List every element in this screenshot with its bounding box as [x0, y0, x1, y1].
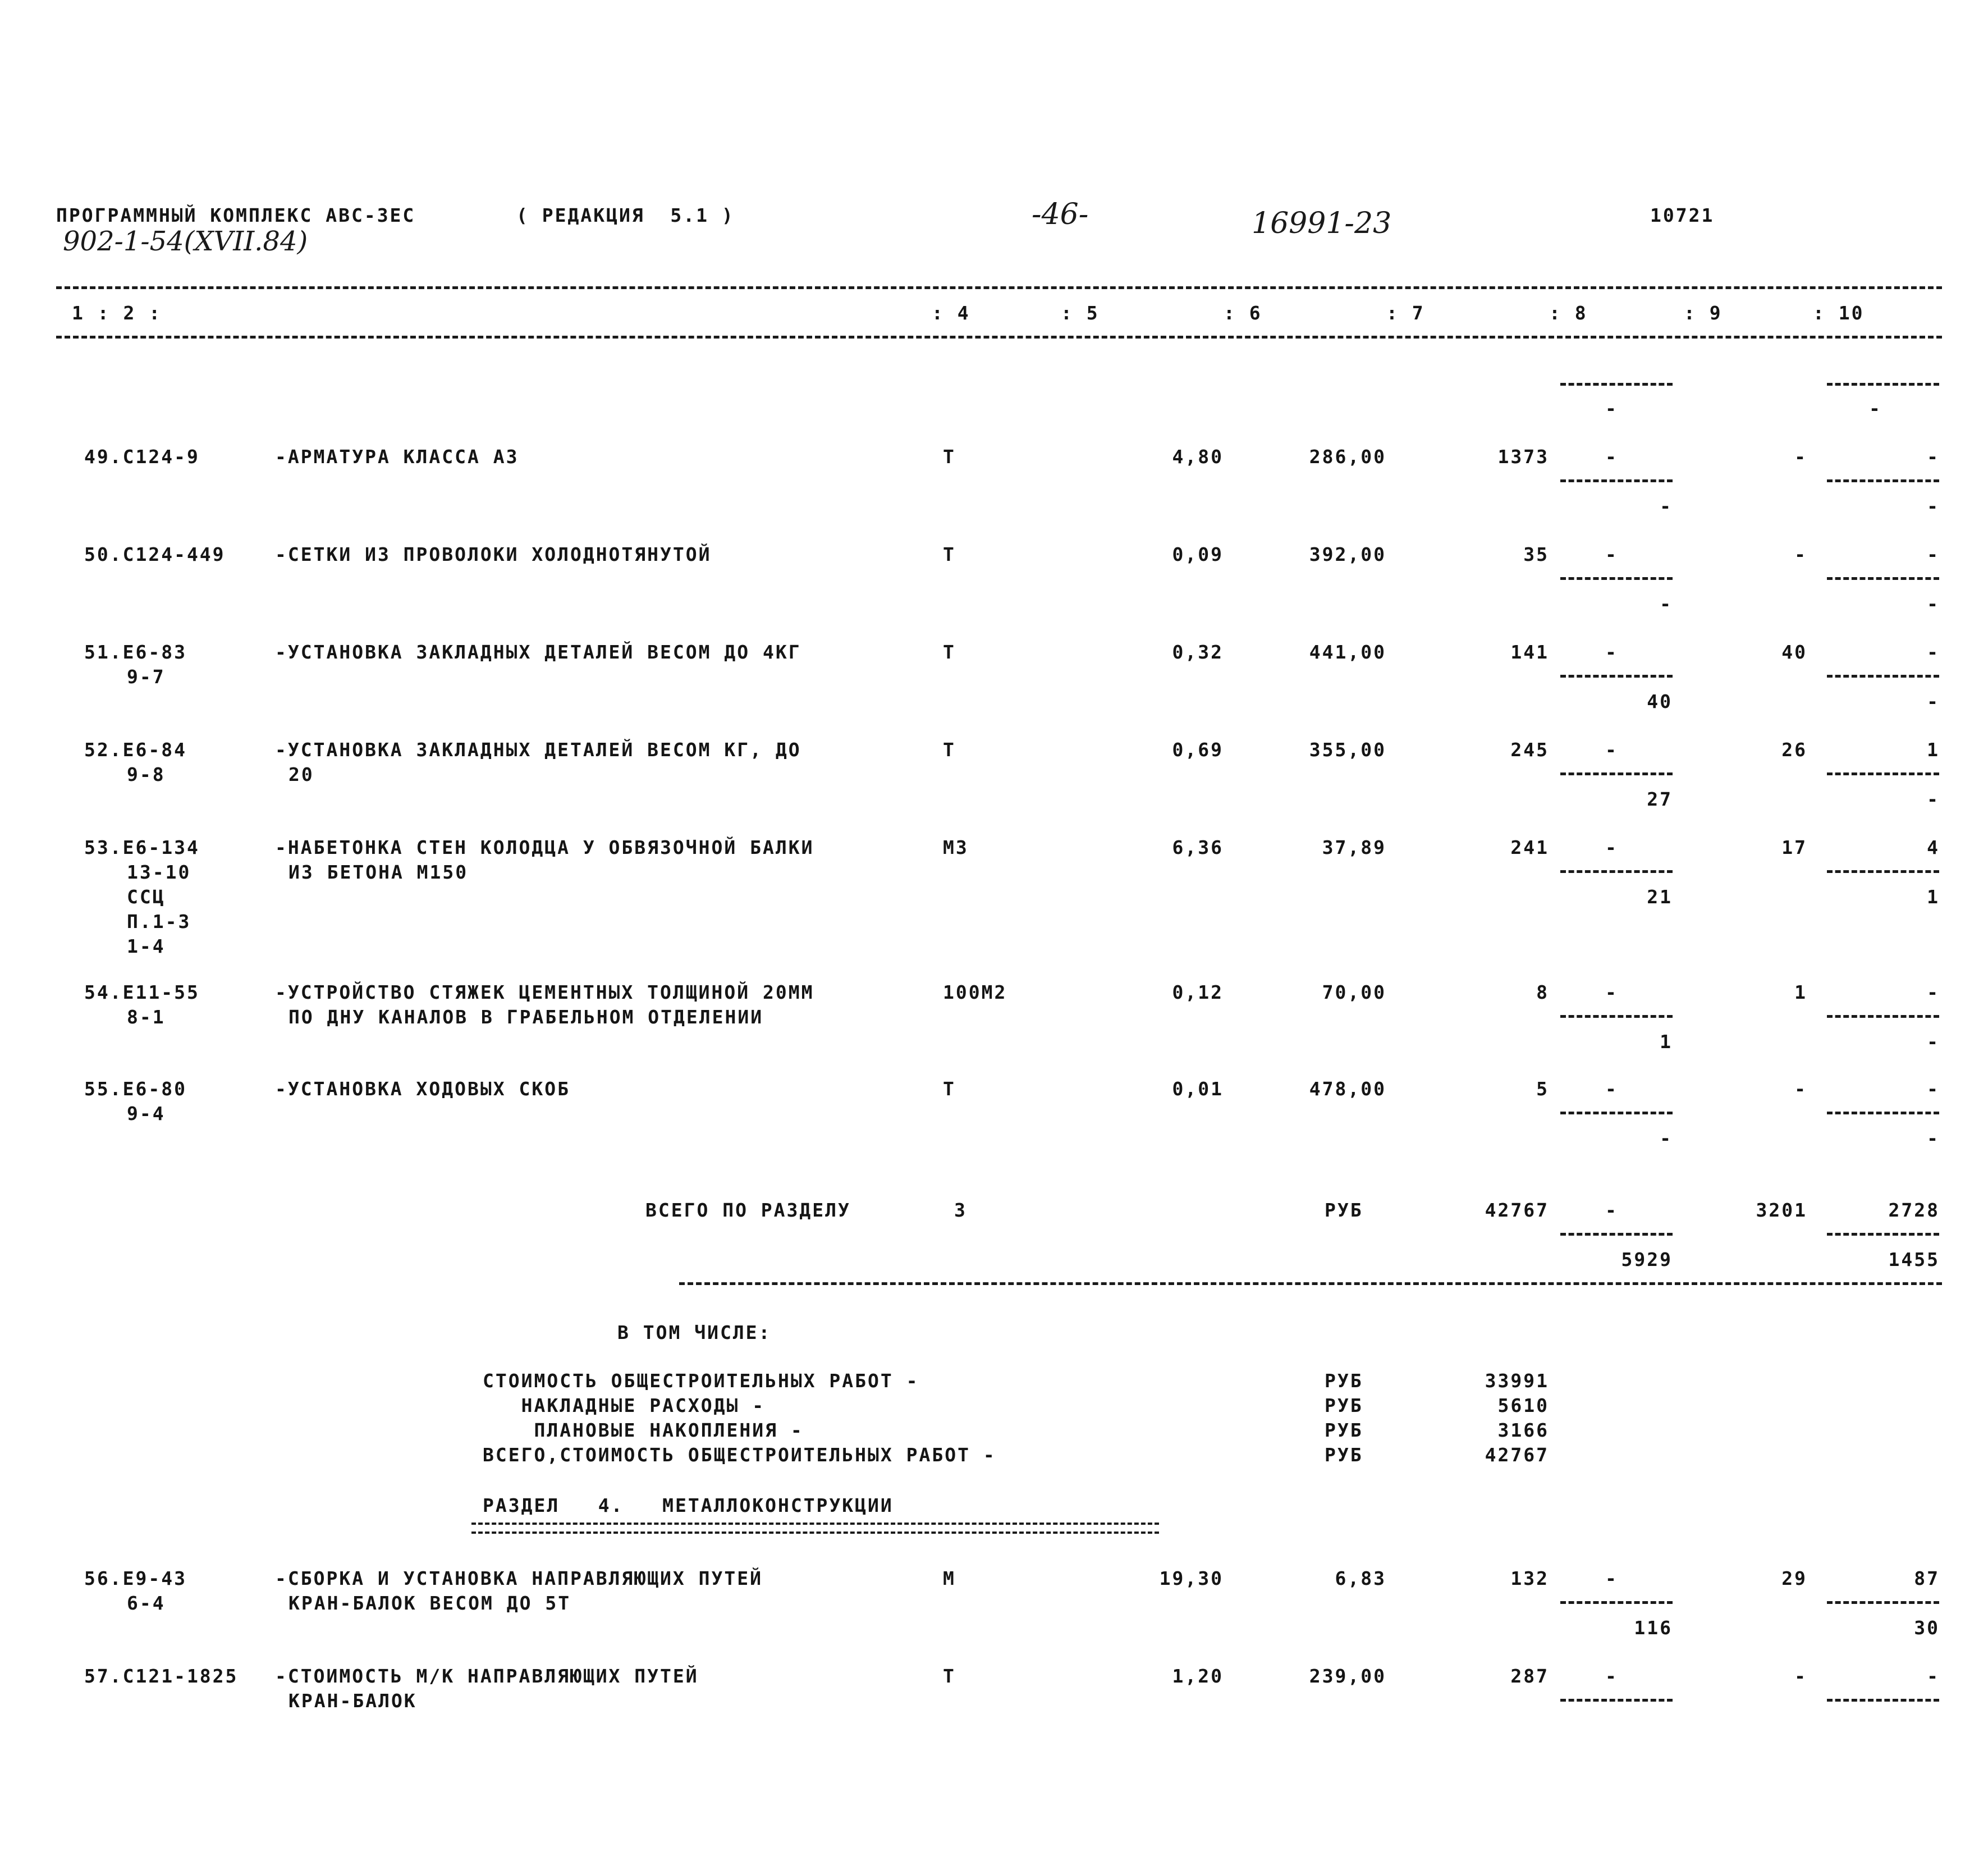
- column-header-5: : 5: [1061, 302, 1100, 324]
- row-col8-top: -: [1605, 446, 1618, 468]
- row-col10-top: -: [1927, 641, 1940, 663]
- including-title: В ТОМ ЧИСЛЕ:: [617, 1322, 772, 1343]
- row-col8-bottom: -: [1660, 1127, 1673, 1149]
- row-code: 9-4: [127, 1103, 166, 1124]
- column-header-7: : 7: [1386, 302, 1425, 324]
- row-unit-price: 441,00: [1309, 641, 1386, 663]
- cell-col10: -: [1869, 397, 1882, 419]
- row-unit-price: 478,00: [1309, 1078, 1386, 1100]
- row-col10-top: 87: [1914, 1567, 1940, 1589]
- row-col10-top: -: [1927, 981, 1940, 1003]
- row-description: ПО ДНУ КАНАЛОВ В ГРАБЕЛЬНОМ ОТДЕЛЕНИИ: [288, 1006, 764, 1028]
- row-unit-price: 239,00: [1309, 1665, 1386, 1687]
- row-col8-top: -: [1605, 543, 1618, 565]
- row-col10-bottom: -: [1927, 1031, 1940, 1053]
- row-quantity: 6,36: [1172, 836, 1224, 858]
- row-total: 241: [1510, 836, 1549, 858]
- row-col10-bottom: -: [1927, 691, 1940, 712]
- row-quantity: 0,09: [1172, 543, 1224, 565]
- including-value: 3166: [1497, 1419, 1549, 1441]
- row-total: 1373: [1497, 446, 1549, 468]
- cell-rule: [1560, 383, 1673, 386]
- column-header-8: : 8: [1549, 302, 1588, 324]
- row-quantity: 0,01: [1172, 1078, 1224, 1100]
- including-value: 5610: [1497, 1395, 1549, 1416]
- row-unit-price: 392,00: [1309, 543, 1386, 565]
- project-number: 902-1-54(XVII.84): [63, 226, 308, 257]
- row-description: -УСТРОЙСТВО СТЯЖЕК ЦЕМЕНТНЫХ ТОЛЩИНОЙ 20ММ: [275, 981, 814, 1003]
- cell-rule: [1560, 1233, 1673, 1236]
- row-code: 1-4: [127, 935, 166, 957]
- row-col8-bottom: 27: [1647, 788, 1673, 810]
- row-code: 51.Е6-83: [84, 641, 187, 663]
- column-header-9: : 9: [1684, 302, 1723, 324]
- row-description: -УСТАНОВКА ЗАКЛАДНЫХ ДЕТАЛЕЙ ВЕСОМ КГ, ДО: [275, 739, 801, 761]
- row-quantity: 0,69: [1172, 739, 1224, 761]
- row-code: 55.Е6-80: [84, 1078, 187, 1100]
- row-description: КРАН-БАЛОК ВЕСОМ ДО 5Т: [288, 1592, 571, 1614]
- row-col10-bottom: -: [1927, 593, 1940, 615]
- row-col10-top: -: [1927, 1665, 1940, 1687]
- row-col8-bottom: 1: [1660, 1031, 1673, 1053]
- section-4-heading: РАЗДЕЛ 4. МЕТАЛЛОКОНСТРУКЦИИ: [483, 1494, 894, 1516]
- including-label: НАКЛАДНЫЕ РАСХОДЫ -: [483, 1395, 766, 1416]
- section-total-label: ВСЕГО ПО РАЗДЕЛУ: [645, 1199, 851, 1221]
- row-col9: 17: [1781, 836, 1807, 858]
- row-total: 132: [1510, 1567, 1549, 1589]
- row-unit: М: [943, 1567, 956, 1589]
- row-description: -УСТАНОВКА ЗАКЛАДНЫХ ДЕТАЛЕЙ ВЕСОМ ДО 4КГ: [275, 641, 801, 663]
- row-unit-price: 70,00: [1322, 981, 1386, 1003]
- cell-rule: [1827, 577, 1939, 580]
- row-code: ССЦ: [127, 886, 166, 908]
- column-header-10: : 10: [1813, 302, 1865, 324]
- including-label: СТОИМОСТЬ ОБЩЕСТРОИТЕЛЬНЫХ РАБОТ -: [483, 1370, 919, 1392]
- including-unit: РУБ: [1325, 1419, 1363, 1441]
- cell-rule: [1560, 870, 1673, 873]
- including-unit: РУБ: [1325, 1444, 1363, 1466]
- row-col8-bottom: 116: [1634, 1617, 1673, 1639]
- header-rule-bottom: [56, 336, 1942, 339]
- section-total-col8: -: [1605, 1199, 1618, 1221]
- row-code: 9-7: [127, 666, 166, 688]
- row-col9: -: [1794, 446, 1807, 468]
- cell-rule: [1827, 383, 1939, 386]
- section-total-rule: [679, 1282, 1942, 1285]
- cell-rule: [1827, 675, 1939, 678]
- row-col8-bottom: -: [1660, 495, 1673, 517]
- cell-rule: [1560, 1112, 1673, 1114]
- cell-rule: [1827, 870, 1939, 873]
- cell-rule: [1560, 1601, 1673, 1604]
- row-total: 245: [1510, 739, 1549, 761]
- row-col10-bottom: -: [1927, 788, 1940, 810]
- row-col9: 26: [1781, 739, 1807, 761]
- cell-rule: [1827, 1699, 1939, 1702]
- edition-label: ( РЕДАКЦИЯ 5.1 ): [516, 204, 735, 226]
- cell-rule: [1560, 772, 1673, 775]
- row-code: 49.С124-9: [84, 446, 200, 468]
- header-rule-top: [56, 286, 1942, 289]
- row-col9: -: [1794, 1078, 1807, 1100]
- section-total-col10: 2728: [1888, 1199, 1940, 1221]
- row-quantity: 4,80: [1172, 446, 1224, 468]
- row-unit: Т: [943, 739, 956, 761]
- row-description: -СТОИМОСТЬ М/К НАПРАВЛЯЮЩИХ ПУТЕЙ: [275, 1665, 699, 1687]
- row-code: 50.С124-449: [84, 543, 226, 565]
- row-col9: 1: [1794, 981, 1807, 1003]
- row-quantity: 0,12: [1172, 981, 1224, 1003]
- section-total-col9: 3201: [1756, 1199, 1807, 1221]
- row-total: 141: [1510, 641, 1549, 663]
- document-code: 10721: [1650, 204, 1715, 226]
- row-description: ИЗ БЕТОНА М150: [288, 861, 469, 883]
- row-quantity: 1,20: [1172, 1665, 1224, 1687]
- row-col8-top: -: [1605, 739, 1618, 761]
- row-code: 9-8: [127, 764, 166, 785]
- cell-rule: [1827, 772, 1939, 775]
- page-number: -46-: [1032, 198, 1089, 231]
- row-col8-bottom: -: [1660, 593, 1673, 615]
- row-col10-bottom: 30: [1914, 1617, 1940, 1639]
- cell-rule: [1827, 1015, 1939, 1018]
- cell-col8: -: [1605, 397, 1618, 419]
- row-unit-price: 355,00: [1309, 739, 1386, 761]
- row-code: 6-4: [127, 1592, 166, 1614]
- row-col8-top: -: [1605, 1567, 1618, 1589]
- row-description: -АРМАТУРА КЛАССА А3: [275, 446, 519, 468]
- row-description: -СЕТКИ ИЗ ПРОВОЛОКИ ХОЛОДНОТЯНУТОЙ: [275, 543, 712, 565]
- row-description: -УСТАНОВКА ХОДОВЫХ СКОБ: [275, 1078, 570, 1100]
- column-header-1-2: 1 : 2 :: [72, 302, 162, 324]
- row-unit-price: 6,83: [1335, 1567, 1386, 1589]
- row-col10-top: 4: [1927, 836, 1940, 858]
- row-total: 5: [1536, 1078, 1549, 1100]
- section-total-number: 3: [954, 1199, 967, 1221]
- row-code: 8-1: [127, 1006, 166, 1028]
- row-unit: Т: [943, 641, 956, 663]
- row-description: -НАБЕТОНКА СТЕН КОЛОДЦА У ОБВЯЗОЧНОЙ БАЛКИ: [275, 836, 814, 858]
- document-number: 16991-23: [1252, 207, 1392, 240]
- row-unit: Т: [943, 446, 956, 468]
- row-code: 57.С121-1825: [84, 1665, 239, 1687]
- row-unit: Т: [943, 1665, 956, 1687]
- row-unit: Т: [943, 543, 956, 565]
- row-code: 54.Е11-55: [84, 981, 200, 1003]
- section-total-sum: 42767: [1485, 1199, 1549, 1221]
- row-unit: М3: [943, 836, 969, 858]
- including-unit: РУБ: [1325, 1395, 1363, 1416]
- row-col10-top: -: [1927, 1078, 1940, 1100]
- row-code: П.1-3: [127, 911, 191, 932]
- cell-rule: [1560, 577, 1673, 580]
- cell-rule: [1560, 675, 1673, 678]
- row-col10-bottom: -: [1927, 1127, 1940, 1149]
- row-col9: -: [1794, 1665, 1807, 1687]
- column-header-4: : 4: [932, 302, 970, 324]
- section-4-underline: [471, 1523, 1159, 1534]
- including-value: 42767: [1485, 1444, 1549, 1466]
- section-total-col10-bottom: 1455: [1888, 1249, 1940, 1270]
- cell-rule: [1827, 1112, 1939, 1114]
- row-col8-top: -: [1605, 981, 1618, 1003]
- row-unit: Т: [943, 1078, 956, 1100]
- row-col10-top: 1: [1927, 739, 1940, 761]
- program-title: ПРОГРАММНЫЙ КОМПЛЕКС АВС-3ЕС: [56, 204, 416, 226]
- section-total-unit: РУБ: [1325, 1199, 1363, 1221]
- row-col8-top: -: [1605, 1665, 1618, 1687]
- column-header-6: : 6: [1224, 302, 1262, 324]
- row-col8-top: -: [1605, 641, 1618, 663]
- including-label: ВСЕГО,СТОИМОСТЬ ОБЩЕСТРОИТЕЛЬНЫХ РАБОТ -: [483, 1444, 996, 1466]
- row-col9: 40: [1781, 641, 1807, 663]
- row-description: 20: [288, 764, 314, 785]
- row-code: 13-10: [127, 861, 191, 883]
- row-description: -СБОРКА И УСТАНОВКА НАПРАВЛЯЮЩИХ ПУТЕЙ: [275, 1567, 763, 1589]
- row-col10-top: -: [1927, 446, 1940, 468]
- row-col8-top: -: [1605, 1078, 1618, 1100]
- row-col9: 29: [1781, 1567, 1807, 1589]
- row-total: 35: [1523, 543, 1549, 565]
- row-code: 53.Е6-134: [84, 836, 200, 858]
- row-col9: -: [1794, 543, 1807, 565]
- row-col8-bottom: 21: [1647, 886, 1673, 908]
- cell-rule: [1560, 479, 1673, 482]
- cell-rule: [1827, 479, 1939, 482]
- row-description: КРАН-БАЛОК: [288, 1690, 417, 1712]
- row-unit: 100М2: [943, 981, 1007, 1003]
- row-code: 56.Е9-43: [84, 1567, 187, 1589]
- row-col10-bottom: 1: [1927, 886, 1940, 908]
- including-label: ПЛАНОВЫЕ НАКОПЛЕНИЯ -: [483, 1419, 804, 1441]
- row-col8-bottom: 40: [1647, 691, 1673, 712]
- row-quantity: 19,30: [1159, 1567, 1224, 1589]
- cell-rule: [1827, 1601, 1939, 1604]
- row-unit-price: 37,89: [1322, 836, 1386, 858]
- row-total: 8: [1536, 981, 1549, 1003]
- row-quantity: 0,32: [1172, 641, 1224, 663]
- cell-rule: [1560, 1699, 1673, 1702]
- including-unit: РУБ: [1325, 1370, 1363, 1392]
- row-col10-bottom: -: [1927, 495, 1940, 517]
- row-col8-top: -: [1605, 836, 1618, 858]
- cell-rule: [1560, 1015, 1673, 1018]
- cell-rule: [1827, 1233, 1939, 1236]
- row-code: 52.Е6-84: [84, 739, 187, 761]
- row-col10-top: -: [1927, 543, 1940, 565]
- including-value: 33991: [1485, 1370, 1549, 1392]
- row-total: 287: [1510, 1665, 1549, 1687]
- row-unit-price: 286,00: [1309, 446, 1386, 468]
- section-total-col8-bottom: 5929: [1621, 1249, 1673, 1270]
